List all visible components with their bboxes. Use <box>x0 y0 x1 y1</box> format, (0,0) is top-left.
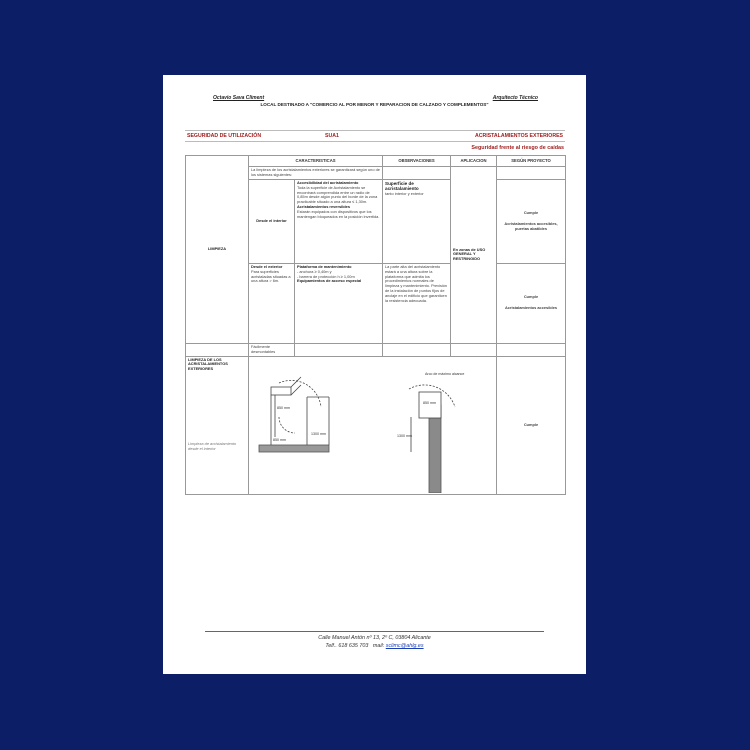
requirements-table <box>185 155 566 495</box>
footer-divider <box>205 631 544 632</box>
intro-text: La limpieza de los acristalamientos exteriores se garantizará según uno de los sistemas siguientes: <box>249 167 383 180</box>
dim-label-3: 1300 mm <box>311 431 326 436</box>
document-page <box>163 75 586 674</box>
section-right: ACRISTALAMIENTOS EXTERIORES <box>474 133 563 139</box>
interior-observations: Superficie de acristalamiento tanto interior y exterior <box>383 179 451 263</box>
dim-label-1: 850 mm <box>277 405 290 410</box>
interior-features: Accesibilidad del acristalamiento Toda la superficie de Acristalamiento se encontrará comprendida entre un radio de 0,85m desde algún punto del borde de la zona practicable situado a una altura ≤ 1,30m. Acristalamientos reversibles Estarán equipados con dispositivos que los mantengan bloqueados en la posición invertida. <box>295 179 383 263</box>
col-observaciones: OBSERVACIONES <box>383 156 451 167</box>
exterior-label: Desde el exterior Para superficies acristaladas situadas a una altura > 6m. <box>249 263 295 343</box>
col-caracteristicas: CARACTERISTICAS <box>249 156 383 167</box>
page-footer <box>163 634 586 650</box>
diagram-cell <box>249 356 497 495</box>
exterior-observations: La parte alta del acristalamiento estará a una altura sobre la plataforma que admita los procedimientos normales de limpieza y mantenimiento. Previsión de la instalación de puntos fijos de anclaje en el edificio que garanticen la resistencia adecuada. <box>383 263 451 343</box>
section-left: SEGURIDAD DE UTILIZACIÓN <box>187 133 262 139</box>
author-name: Octavio Sava Climent <box>213 95 265 101</box>
interior-label: Desde el interior <box>249 179 295 263</box>
interior-result: Cumple Acristalamientos accesibles, puertas abatibles <box>497 179 566 263</box>
section-code: SUA1 <box>325 133 339 139</box>
exterior-result: Cumple Acristalamientos accesibles <box>497 263 566 343</box>
footer-address: Calle Manuel Antón nº 13, 2º C, 03804 Alicante <box>318 635 431 641</box>
diagram-title-cell: LIMPIEZA DE LOS ACRISTALAMIENTOS EXTERIORES Limpieza de acristalamiento desde el interior <box>186 356 249 495</box>
dim-label-5: 1300 mm <box>397 433 412 438</box>
dim-label-2: 850 mm <box>273 437 286 442</box>
footer-email-link[interactable]: sclimc@ahlg.es <box>385 643 424 650</box>
reach-arc-label: Arco de máximo alcance <box>425 371 465 376</box>
exterior-features: Plataforma de mantenimiento - anchura ≥ 0,40m y - barrera de protección h ≥ 1,00m Equipamientos de acceso especial <box>295 263 383 343</box>
project-subtitle: LOCAL DESTINADO A "COMERCIO AL POR MENOR Y REPARACION DE CALZADO Y COMPLEMENTOS" <box>260 102 489 107</box>
aplicacion-cell: En zonas de USO GENERAL Y RESTRINGIDO <box>451 167 497 344</box>
reach-diagram <box>249 357 497 493</box>
dim-label-4: 850 mm <box>423 400 436 405</box>
author-role: Arquitecto Técnico <box>492 95 538 101</box>
col-aplicacion: APLICACION <box>451 156 497 167</box>
limpieza-cell: LIMPIEZA <box>186 156 249 344</box>
col-segun-proyecto: SEGÚN PROYECTO <box>497 156 566 167</box>
section-header <box>185 130 565 142</box>
diagram-result: Cumple <box>497 356 566 495</box>
footer-contact: Telf.. 618 635 703 mail: sclimc@ahlg.es <box>325 643 424 650</box>
facil-label: Fácilmente desmontables <box>249 343 295 356</box>
section-subtitle: Seguridad frente al riesgo de caídas <box>471 145 564 151</box>
